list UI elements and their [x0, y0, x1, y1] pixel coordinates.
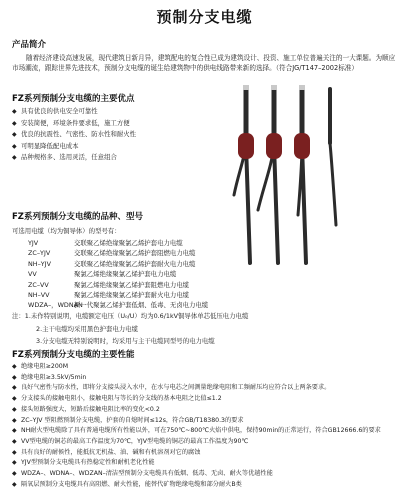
- advantages-list: [12, 106, 136, 164]
- cable-code: NH–YJV: [28, 259, 51, 268]
- cable-code: WDZA–，WDNAN: [28, 301, 83, 310]
- intro-paragraph: [12, 53, 400, 73]
- varieties-notes: [12, 310, 248, 348]
- cable-code: VV: [28, 270, 37, 279]
- performance-item: ◆ 良好气密性与防水性，即将分支接头浸入水中，在水与电芯之间测量绝缘电阻和工频耐压均应符合以上两条要求。: [12, 383, 381, 394]
- performance-item: ◆ NH耐火型电缆除了具有普通电缆所有性能以外，可在750℃~800℃火焰中供电，保持90min的正常运行，符合GB12666.6的要求: [12, 426, 381, 437]
- varieties-heading: FZ系列预制分支电缆的品种、型号: [12, 212, 143, 222]
- cable-code: ZC–YJV: [28, 249, 51, 258]
- advantage-item: ◆ 安装简便，环境条件要求低，施工方便: [12, 118, 136, 130]
- advantage-item: ◆ 可明显降低配电成本: [12, 141, 136, 153]
- note-item: 3.分支电缆无特别说明时，均采用与主干电缆同型号的电力电缆: [36, 337, 215, 345]
- advantage-item: ◆ 具有优良的供电安全可靠性: [12, 106, 136, 118]
- note-item: 注：1.未作特别说明，电缆额定电压（U₀/U）均为0.6/1kV铜导体单芯低压电力电缆: [12, 312, 249, 320]
- performance-item: ◆ 绝缘电阻≥200M: [12, 362, 381, 373]
- performance-item: ◆ YJV型预制分支电缆具有热稳定性和耐机老化性能: [12, 458, 381, 469]
- table-row: [12, 290, 312, 300]
- cable-desc: 交联聚乙烯绝缘聚氯乙烯护套耐火电力电缆: [74, 259, 196, 268]
- cable-desc: 聚氯乙烯绝缘聚氯乙烯护套阻燃电力电缆: [74, 280, 190, 289]
- varieties-table: [12, 226, 312, 311]
- performance-item: ◆ 接头短路强度大，短路后接触电阻比率的变化<0.2: [12, 405, 381, 416]
- cable-code: YJV: [28, 239, 39, 247]
- table-row: [12, 238, 312, 248]
- performance-heading: FZ系列预制分支电缆的主要性能: [12, 350, 135, 360]
- cable-code: ZC–VV: [28, 280, 49, 289]
- intro-heading: 产品简介: [12, 40, 47, 50]
- cable-desc: 新一代聚氯乙烯护套低烟、低毒、无卤电力电缆: [74, 301, 209, 310]
- performance-item: ◆ ZC–YJV 型阻燃预制分支电缆，护套的自熄时间≤12s，符合GB/T18380.3的要求: [12, 416, 381, 427]
- table-row: [12, 269, 312, 279]
- intro-text: 随着经济建设高速发展，现代建筑日新月异，建筑配电的复合性已成为建筑设计、投资、施工单位普遍关注的一大课题。为顺应市场潮流，跟踪世界先进技术，预制分支电缆的诞生给建筑物中的供电线路带来新的选择。（符合JG/T147–2002标准）: [12, 54, 396, 72]
- performance-item: ◆ 分支接头的接触电阻小，接触电阻与等长的分支线的基本电阻之比值≤1.2: [12, 394, 381, 405]
- cable-code: NH–VV: [28, 291, 50, 300]
- cable-desc: 交联聚乙烯绝缘聚氯乙烯护套阻燃电力电缆: [74, 249, 196, 258]
- note-item: 2.主干电缆均采用黑色护套电力电缆: [36, 324, 138, 333]
- performance-item: ◆ WDZA–、WDNA–、WDZAN–清洁型预制分支电缆具有低烟、低毒、无卤、耐火等优越性能: [12, 469, 381, 480]
- cable-desc: 交联聚乙烯绝缘聚氯乙烯护套电力电缆: [74, 239, 183, 247]
- advantages-heading: FZ系列预制分支电缆的主要优点: [12, 94, 135, 104]
- varieties-intro: 可选用电缆（均为铜导体）的型号有：: [12, 227, 121, 235]
- performance-list: [12, 362, 381, 490]
- cable-desc: 聚氯乙烯绝缘聚氯乙烯护套电力电缆: [74, 270, 177, 279]
- performance-item: ◆ 具有良好的耐候性，能抵抗无机盐、油、碱和有机溶剂对它的腐蚀: [12, 448, 381, 459]
- advantage-item: ◆ 品种规格多、选用灵活，任意组合: [12, 152, 136, 164]
- performance-item: ◆ 隔氧层预制分支电缆具有高阻燃、耐火性能，能替代矿物绝缘电缆和部分耐火B类: [12, 480, 381, 491]
- table-row: [12, 280, 312, 290]
- performance-item: ◆ 绝缘电阻≥3.5kV/5min: [12, 373, 381, 384]
- performance-item: ◆ VV型电缆的铜芯的最高工作温度为70℃，YJV型电缆的铜芯的最高工作温度为90℃: [12, 437, 381, 448]
- page-title: 预制分支电缆: [156, 8, 253, 26]
- table-row: [12, 259, 312, 269]
- table-row: [12, 248, 312, 258]
- advantage-item: ◆ 优良的抗震性、气密性、防水性和耐火性: [12, 129, 136, 141]
- cable-desc: 聚氯乙烯绝缘聚氯乙烯护套耐火电力电缆: [74, 291, 190, 300]
